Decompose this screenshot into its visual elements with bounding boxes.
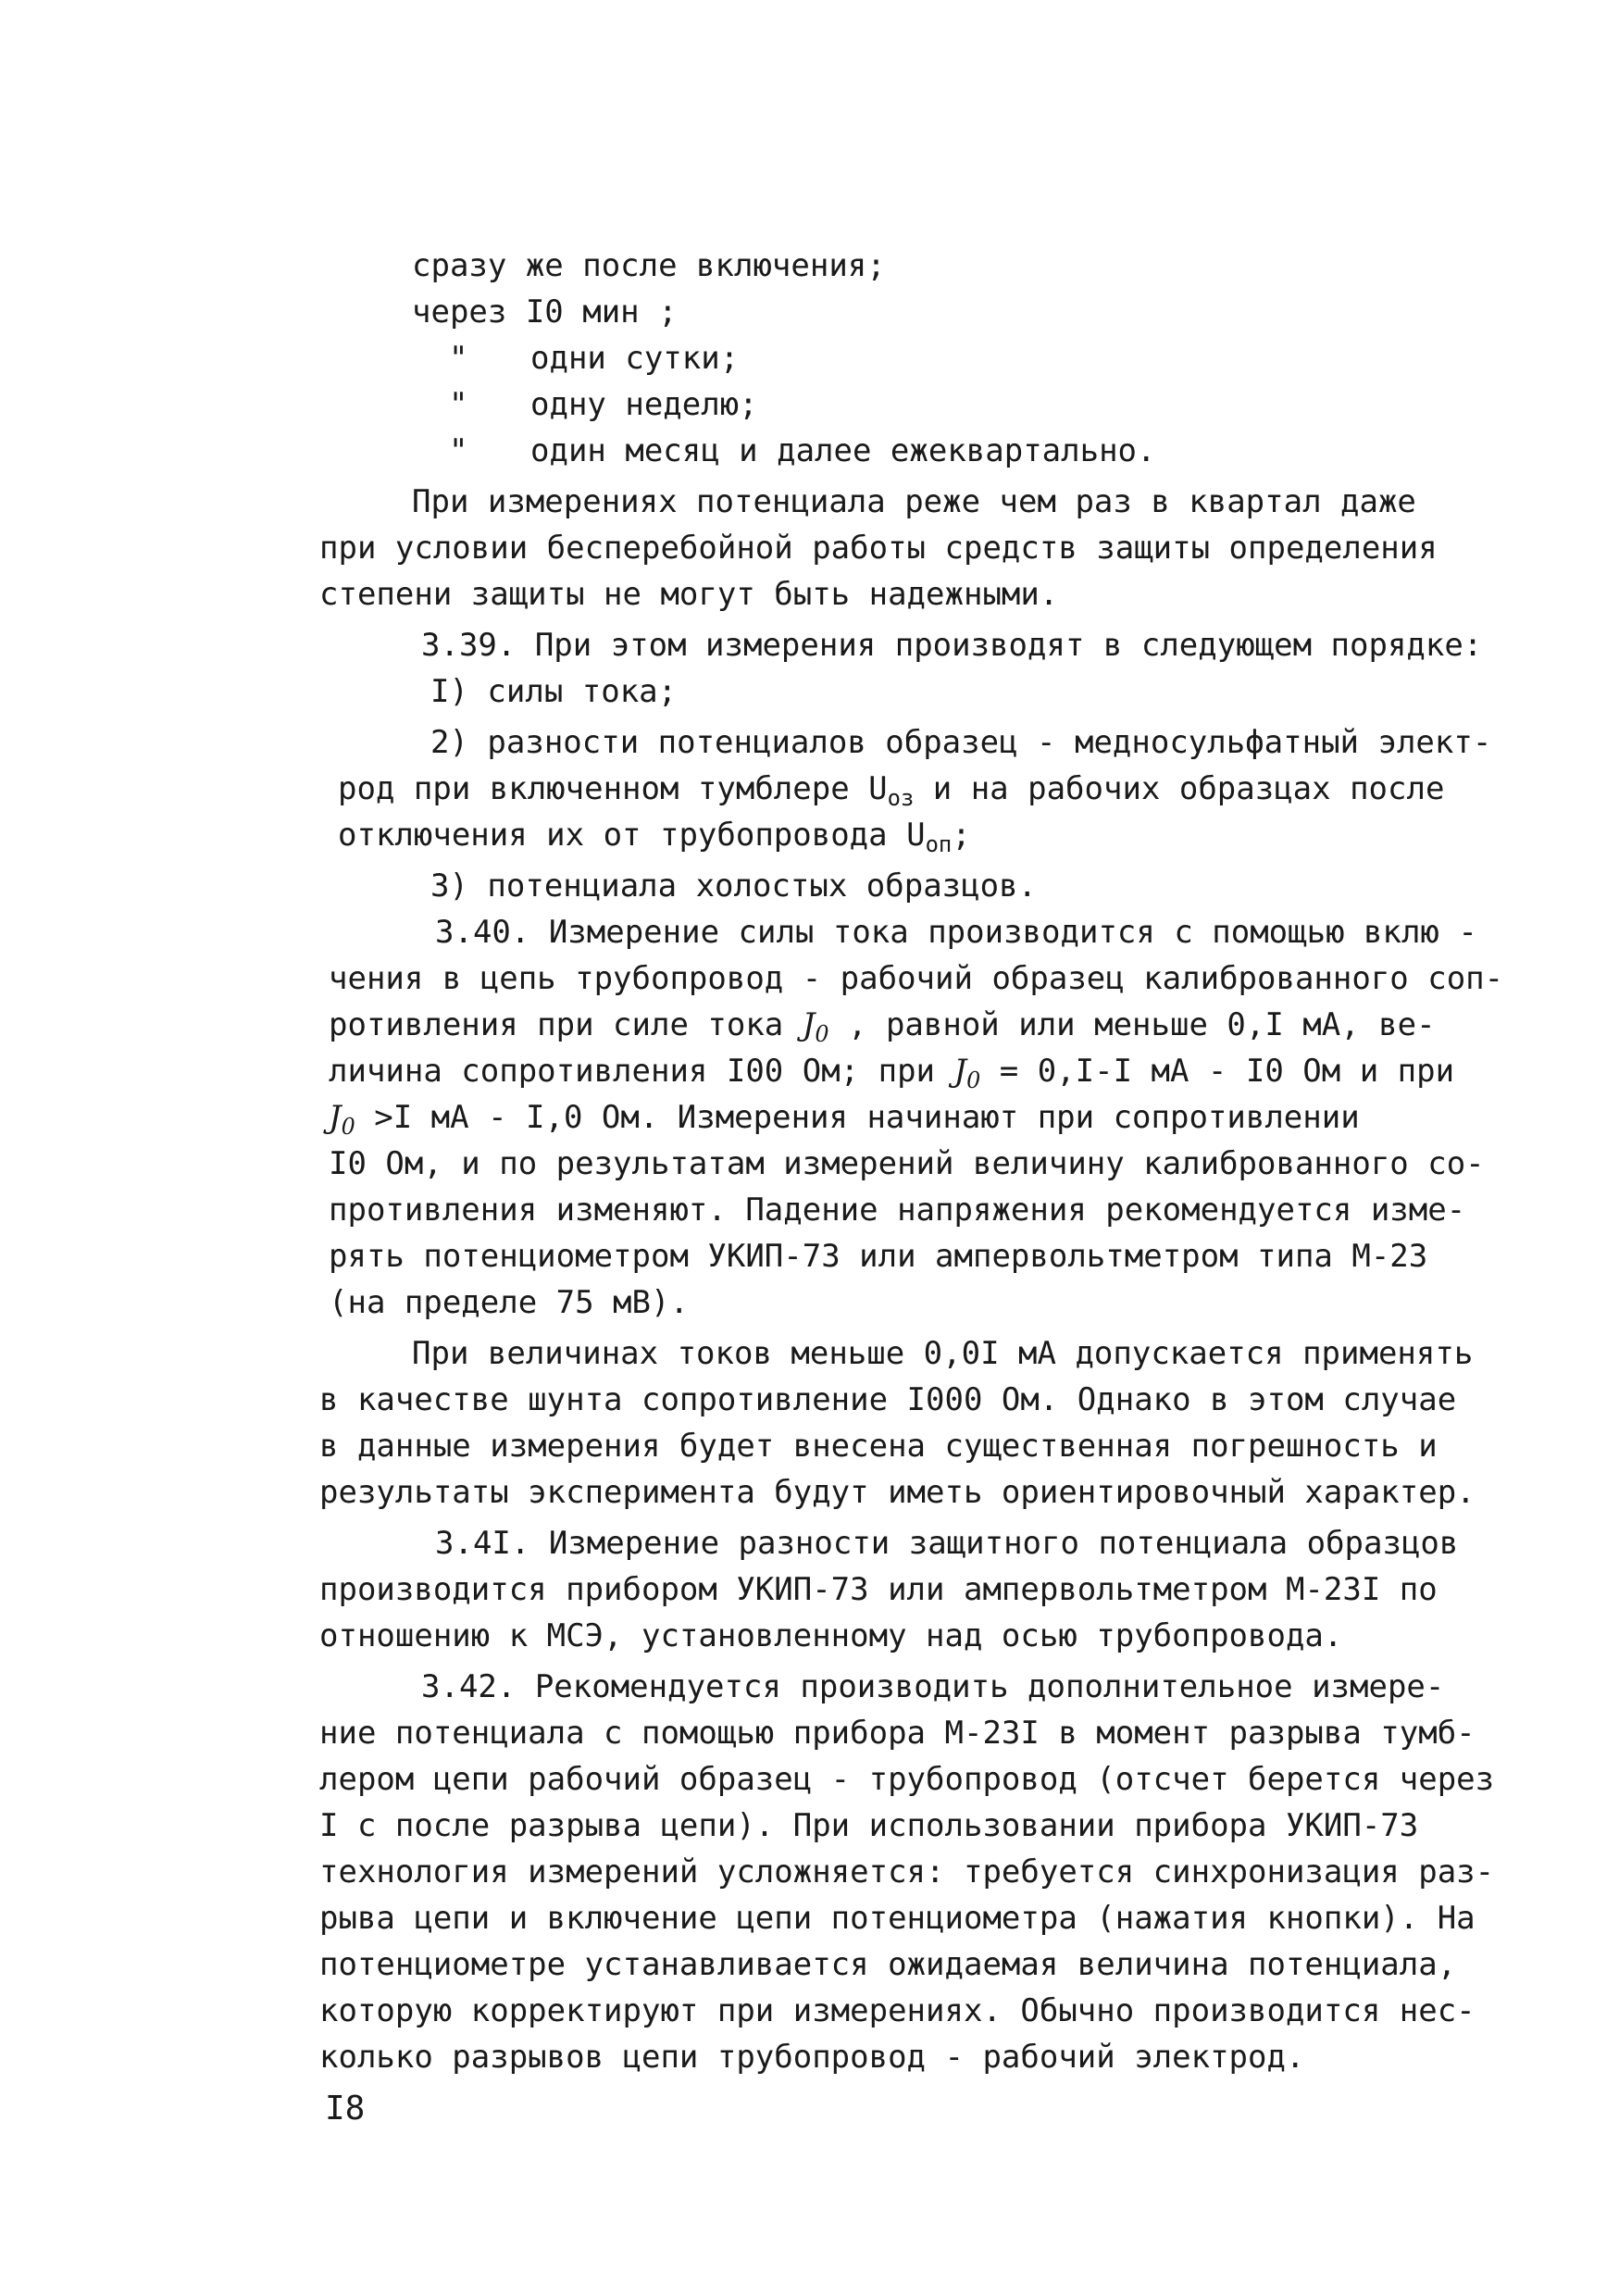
line-5 — [449, 432, 1156, 469]
line-18 — [329, 1053, 1455, 1094]
line-13-a: отключения их от трубопровода U — [338, 817, 926, 854]
line-5-text: один месяц и далее ежеквартально. — [530, 432, 1156, 469]
current-symbol: J — [329, 1099, 342, 1136]
line-29: производится прибором УКИП-73 или ампервольтметром М-23I по — [319, 1571, 1438, 1608]
line-12-a: род при включенном тумблере U — [338, 770, 888, 807]
line-34: I с после разрыва цепи). При использовании прибора УКИП-73 — [319, 1807, 1419, 1844]
line-19 — [329, 1099, 1360, 1141]
ditto-mark: " — [449, 386, 468, 423]
page-number: I8 — [325, 2090, 366, 2128]
line-35: технология измерений усложняется: требуется синхронизация раз- — [319, 1853, 1495, 1890]
line-26: в данные измерения будет внесена существенная погрешность и — [319, 1428, 1438, 1465]
line-17 — [329, 1006, 1436, 1048]
line-6: При измерениях потенциала реже чем раз в квартал даже — [412, 483, 1416, 520]
ditto-mark: " — [449, 432, 468, 469]
line-17-b: , равной или меньше 0,I мА, ве- — [828, 1006, 1436, 1043]
line-2: через I0 мин ; — [412, 293, 678, 331]
line-3 — [449, 340, 740, 377]
line-1: сразу же после включения; — [412, 247, 886, 284]
line-16: чения в цепь трубопровод - рабочий образец калиброванного соп- — [329, 960, 1504, 997]
line-4-text: одну неделю; — [530, 386, 758, 423]
line-12-b: и на рабочих образцах после — [914, 770, 1445, 807]
line-13-sub: оп — [925, 831, 953, 858]
line-18-b: = 0,I-I мА - I0 Ом и при — [980, 1053, 1455, 1090]
line-13 — [338, 817, 971, 858]
line-19-b: >I мА - I,0 Ом. Измерения начинают при сопротивлении — [355, 1099, 1360, 1136]
line-24: При величинах токов меньше 0,0I мА допускается применять — [412, 1335, 1474, 1372]
line-20: I0 Ом, и по результатам измерений величину калиброванного со- — [329, 1145, 1485, 1182]
line-9: 3.39. При этом измерения производят в следующем порядке: — [421, 627, 1483, 664]
line-39: колько разрывов цепи трубопровод - рабочий электрод. — [319, 2039, 1305, 2076]
line-4 — [449, 386, 758, 423]
line-13-b: ; — [952, 817, 971, 854]
current-symbol: J — [953, 1053, 967, 1090]
line-28: 3.4I. Измерение разности защитного потенциала образцов — [435, 1525, 1459, 1562]
line-3-text: одни сутки; — [530, 340, 740, 377]
line-30: отношению к МСЭ, установленному над осью трубопровода. — [319, 1617, 1343, 1654]
line-11: 2) разности потенциалов образец - медносульфатный элект- — [430, 724, 1492, 761]
line-23: (на пределе 75 мВ). — [329, 1284, 689, 1321]
line-18-a: личина сопротивления I00 Ом; при — [329, 1053, 954, 1090]
current-subscript: 0 — [966, 1067, 981, 1094]
line-12-sub: оз — [887, 785, 915, 812]
line-25: в качестве шунта сопротивление I000 Ом. Однако в этом случае — [319, 1381, 1457, 1418]
line-7: при условии бесперебойной работы средств защиты определения — [319, 530, 1438, 567]
line-27: результаты эксперимента будут иметь ориентировочный характер. — [319, 1474, 1476, 1511]
line-10: I) силы тока; — [430, 673, 678, 710]
line-15: 3.40. Измерение силы тока производится с помощью вклю - — [435, 914, 1477, 951]
line-17-a: ротивления при силе тока — [329, 1006, 803, 1043]
line-32: ние потенциала с помощью прибора М-23I в момент разрыва тумб- — [319, 1715, 1476, 1752]
current-subscript: 0 — [341, 1114, 355, 1141]
line-36: рыва цепи и включение цепи потенциометра (нажатия кнопки). На — [319, 1900, 1476, 1937]
line-33: лером цепи рабочий образец - трубопровод (отсчет берется через — [319, 1761, 1495, 1798]
ditto-mark: " — [449, 340, 468, 377]
line-21: противления изменяют. Падение напряжения рекомендуется изме- — [329, 1192, 1466, 1229]
line-31: 3.42. Рекомендуется производить дополнительное измере- — [421, 1668, 1445, 1705]
line-12 — [338, 770, 1445, 812]
current-symbol: J — [802, 1006, 816, 1043]
line-38: которую корректируют при измерениях. Обычно производится нес- — [319, 1992, 1476, 2029]
line-37: потенциометре устанавливается ожидаемая величина потенциала, — [319, 1946, 1457, 1983]
line-22: рять потенциометром УКИП-73 или ампервольтметром типа М-23 — [329, 1238, 1428, 1275]
line-8: степени защиты не могут быть надежными. — [319, 576, 1059, 613]
current-subscript: 0 — [815, 1021, 829, 1048]
line-14: 3) потенциала холостых образцов. — [430, 867, 1038, 905]
